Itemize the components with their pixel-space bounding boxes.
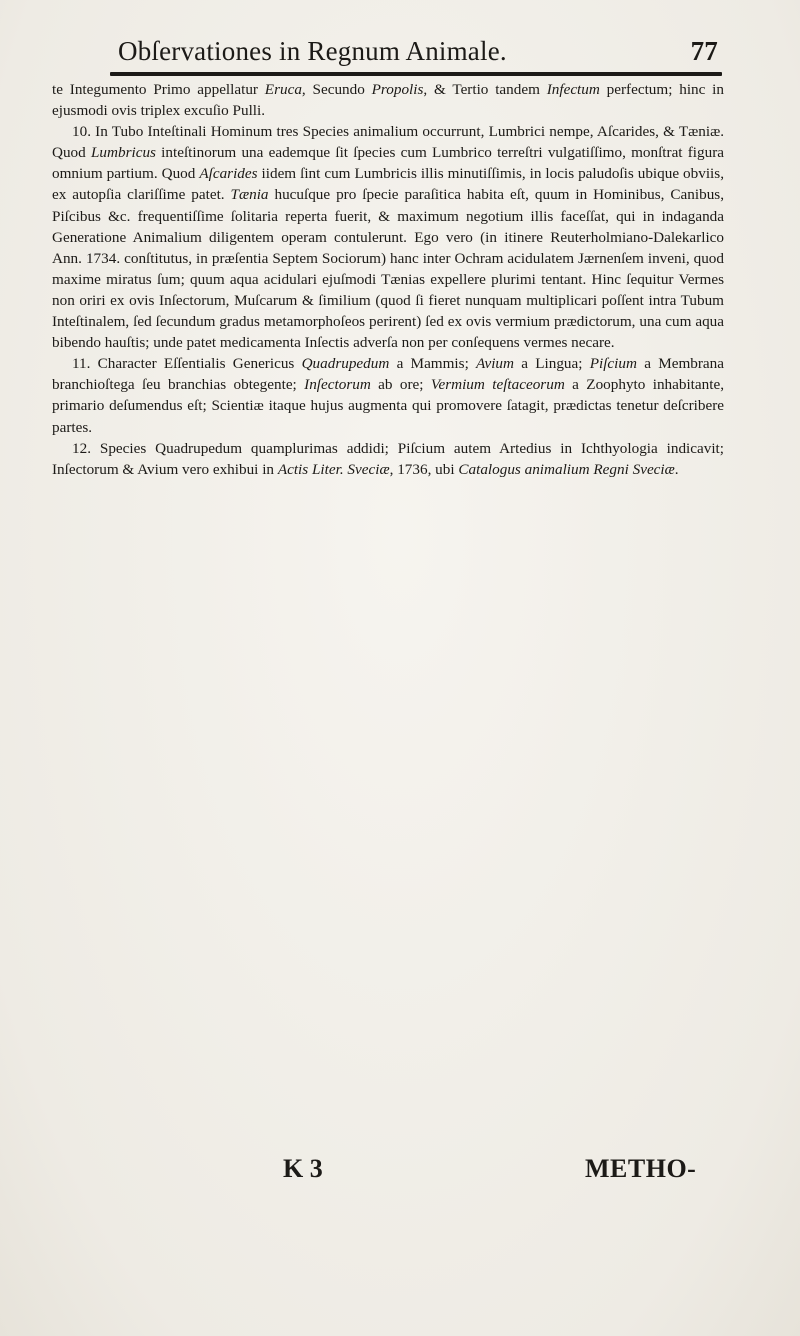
- text-run: , & Tertio tandem: [423, 81, 547, 98]
- text-run: perfectum; hinc in ejusmodi ovis triplex excuſio Pulli.: [52, 81, 724, 120]
- italic-term: Aſcarides: [199, 165, 258, 183]
- italic-term: Propolis: [371, 81, 424, 98]
- text-run: hucuſque pro ſpecie paraſitica habita eſt, quum in Hominibus, Canibus, Piſcibus &c. frequentiſſime ſolitaria reperta fuerit, & maximum negotium illis faceſſat, qui in indaganda Generatione Animalium diligentem operam contulerunt. Ego vero (in itinere Reuterholmiano-Dalekarlico Ann. 1734. conſtitutus, in præſentia Septem Sociorum) hanc inter Ochram acidulatem Jærnenſem inveni, quod maxime miratus ſum; quum aqua acidulari ejuſmodi Tænias expellere plurimi tentant. Hinc ſequitur Vermes non oriri ex ovis Inſectorum, Muſcarum & ſimilium (quod ſi fieret nunquam multiplicari poſſent intra Tubum Inteſtinalem, ſed ſecundum gradus metamorphoſeos perirent) ſed ex ovis vermium prædictorum, una cum aqua bibendo hauſtis; unde patet medicamenta Inſectis adverſa non per conſequens vermes necare.: [52, 186, 725, 352]
- text-run: ab ore;: [370, 376, 431, 394]
- italic-term: Infectum: [546, 81, 600, 98]
- body-text: [52, 79, 724, 480]
- text-run: 10. In Tubo Inteſtinali Hominum tres Species animalium occurrunt, Lumbrici nempe, Aſcarides, & Tæniæ. Quod: [52, 123, 724, 162]
- header-rule: [110, 72, 722, 76]
- catchword: METHO-: [585, 1154, 697, 1183]
- text-run: a Lingua;: [514, 355, 590, 373]
- text-run: inteſtinorum una eademque ſit ſpecies cum Lumbrico terreſtri vulgatiſſimo, monſtrat figura omnium partium. Quod: [52, 144, 725, 183]
- italic-term: Inſectorum: [304, 376, 371, 394]
- text-run: te Integumento Primo appellatur: [52, 81, 265, 98]
- text-run: a Mammis;: [389, 355, 477, 373]
- paragraph-10: [52, 121, 724, 353]
- text-run: 11. Character Eſſentialis Genericus: [72, 355, 302, 373]
- italic-term: Catalogus animalium Regni Sveciæ: [458, 460, 675, 478]
- italic-term: Quadrupedum: [301, 355, 390, 373]
- italic-term: Piſcium: [589, 355, 637, 373]
- text-run: 12. Species Quadrupedum quamplurimas addidi; Piſcium autem Artedius in Ichthyologia indicavit; Inſectorum & Avium vero exhibui in: [52, 439, 724, 478]
- running-head: [118, 36, 718, 70]
- text-run: a Membrana branchioſtega ſeu branchias obtegente;: [52, 355, 724, 394]
- text-run: .: [674, 460, 679, 478]
- paragraph-11: [52, 353, 724, 437]
- text-run: iidem ſint cum Lumbricis illis minutiſſimis, in locis paludoſis ubique obviis, ex autopſia clariſſime patet.: [52, 165, 724, 204]
- signature-mark: K 3: [283, 1154, 323, 1183]
- paragraph-continuation: [52, 79, 724, 121]
- text-run: a Zoophyto inhabitante, primario deſumendus eſt; Scientiæ itaque hujus augmenta qui promovere ſatagit, prædictas tenetur deſcribere partes.: [52, 376, 724, 436]
- page-number: 77: [690, 36, 718, 66]
- italic-term: Vermium teſtaceorum: [430, 376, 565, 394]
- italic-term: Tænia: [230, 186, 269, 204]
- text-run: , Secundo: [301, 81, 372, 98]
- paragraph-12: [52, 438, 724, 480]
- running-title: Obſervationes in Regnum Animale.: [118, 36, 507, 66]
- italic-term: Lumbricus: [90, 144, 156, 162]
- italic-term: Eruca: [264, 81, 302, 98]
- text-run: , 1736, ubi: [389, 460, 459, 478]
- page-footer: [0, 1154, 800, 1194]
- italic-term: Actis Liter. Sveciæ: [277, 460, 390, 478]
- italic-term: Avium: [476, 355, 514, 373]
